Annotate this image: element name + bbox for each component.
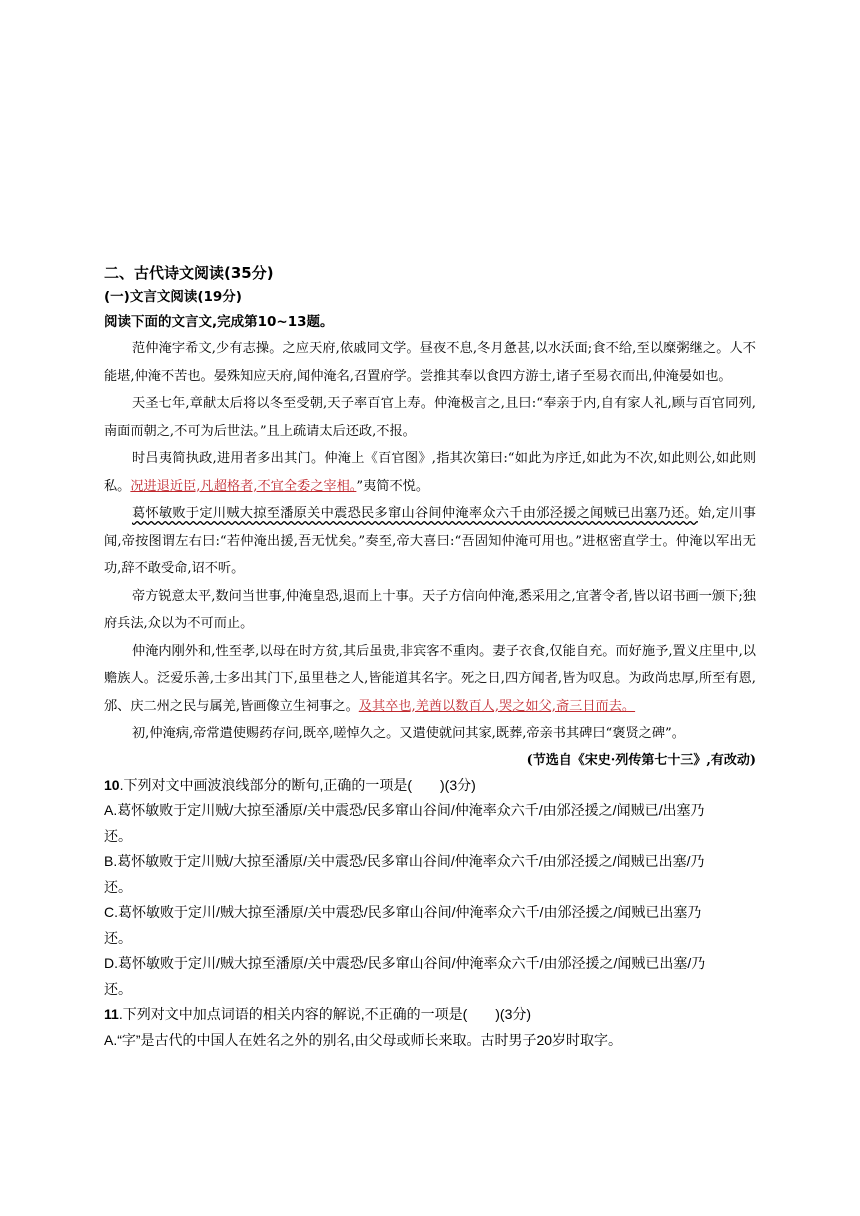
question-10-text: .下列对文中画波浪线部分的断句,正确的一项是( )(3分)	[119, 776, 476, 793]
question-11-number: 11	[104, 1006, 119, 1022]
paragraph-5: 帝方锐意太平,数问当世事,仲淹皇恐,退而上十事。天子方信向仲淹,悉采用之,宜著令者,皆以诏书画一颁下;独府兵法,众以为不可而止。	[104, 588, 756, 631]
paragraph-4	[104, 500, 756, 583]
question-11-text: .下列对文中加点词语的相关内容的解说,不正确的一项是( )(3分)	[118, 1006, 532, 1022]
paragraph-3-end: ”夷简不悦。	[356, 478, 430, 494]
wavy-underlined-passage: 葛怀敏败于定川贼大掠至潘原关中震恐民多窜山谷间仲淹率众六千由邠泾援之闻贼已出塞乃还。	[132, 506, 698, 521]
question-10-option-a	[104, 798, 756, 849]
paragraph-4-text: 始,定川事闻,帝按图谓左右曰:“若仲淹出援,吾无忧矣。”奏至,帝大喜曰:“吾固知仲淹可用也。”进枢密直学士。仲淹以军出无功,辞不敢受命,诏不听。	[104, 506, 756, 576]
option-a-line-1: A.葛怀敏败于定川贼/大掠至潘原/关中震恐/民多窜山谷间/仲淹率众六千/由邠泾援之/闻贼已/出塞乃	[104, 802, 705, 818]
question-10-number: 10	[104, 776, 120, 793]
paragraph-7: 初,仲淹病,帝常遣使赐药存问,既卒,嗟悼久之。又遣使就问其家,既葬,帝亲书其碑曰“褒贤之碑”。	[132, 726, 685, 741]
question-10-option-d	[104, 951, 756, 1002]
question-11-option-a: A.“字”是古代的中国人在姓名之外的别名,由父母或师长来取。古时男子20岁时取字。	[104, 1031, 623, 1048]
document-content	[104, 262, 756, 1053]
paragraph-3	[104, 445, 756, 500]
option-b-line-1: B.葛怀敏败于定川贼/大掠至潘原/关中震恐/民多窜山谷间/仲淹率众六千/由邠泾援之/闻贼已出塞/乃	[104, 853, 705, 869]
paragraph-6-text: 仲淹内刚外和,性至孝,以母在时方贫,其后虽贵,非宾客不重肉。妻子衣食,仅能自充。而好施予,置义庄里中,以赡族人。泛爱乐善,士多出其门下,虽里巷之人,皆能道其名字。死之日,四方闻者,皆为叹息。为政尚忠厚,所至有恩,邠、庆二州之民与属羌,皆画像立生祠事之。	[104, 643, 756, 714]
option-b-line-2: 还。	[104, 878, 132, 895]
highlighted-sentence-2: 及其卒也,羌酋以数百人,哭之如父,斋三日而去。	[358, 698, 636, 714]
section-title: 二、古代诗文阅读(35分)	[104, 264, 274, 282]
paragraph-2: 天圣七年,章献太后将以冬至受朝,天子率百官上寿。仲淹极言之,且曰:“奉亲于内,自有家人礼,顾与百官同列,南面而朝之,不可为后世法。”且上疏请太后还政,不报。	[104, 396, 756, 439]
paragraph-1: 范仲淹字希文,少有志操。之应天府,依戚同文学。昼夜不息,冬月惫甚,以水沃面;食不给,至以糜粥继之。人不能堪,仲淹不苦也。晏殊知应天府,闻仲淹名,召置府学。尝推其奉以食四方游士,诸子至易衣而出,仲淹晏如也。	[104, 341, 756, 384]
source-note: (节选自《宋史·列传第七十三》,有改动)	[526, 752, 756, 768]
question-10-option-c	[104, 900, 756, 951]
paragraph-6	[104, 638, 756, 721]
option-d-line-2: 还。	[104, 980, 132, 997]
option-c-line-1: C.葛怀敏败于定川/贼大掠至潘原/关中震恐/民多窜山谷间/仲淹率众六千/由邠泾援之/闻贼已出塞乃	[104, 904, 702, 920]
question-10-option-b	[104, 849, 756, 900]
option-a-line-2: 还。	[104, 827, 132, 844]
question-10-stem	[104, 773, 756, 799]
option-c-line-2: 还。	[104, 929, 132, 946]
subsection-title: (一)文言文阅读(19分)	[104, 289, 242, 305]
highlighted-sentence-1: 况进退近臣,凡超格者,不宜全委之宰相。	[130, 478, 357, 494]
option-d-line-1: D.葛怀敏败于定川/贼大掠至潘原/关中震恐/民多窜山谷间/仲淹率众六千/由邠泾援之/闻贼已出塞/乃	[104, 955, 706, 971]
instruction: 阅读下面的文言文,完成第10~13题。	[104, 314, 334, 330]
paragraph-3-text: 时吕夷简执政,进用者多出其门。仲淹上《百官图》,指其次第曰:“如此为序迁,如此为不次,如此则公,如此则私。	[104, 451, 756, 494]
question-11-stem	[104, 1002, 756, 1028]
